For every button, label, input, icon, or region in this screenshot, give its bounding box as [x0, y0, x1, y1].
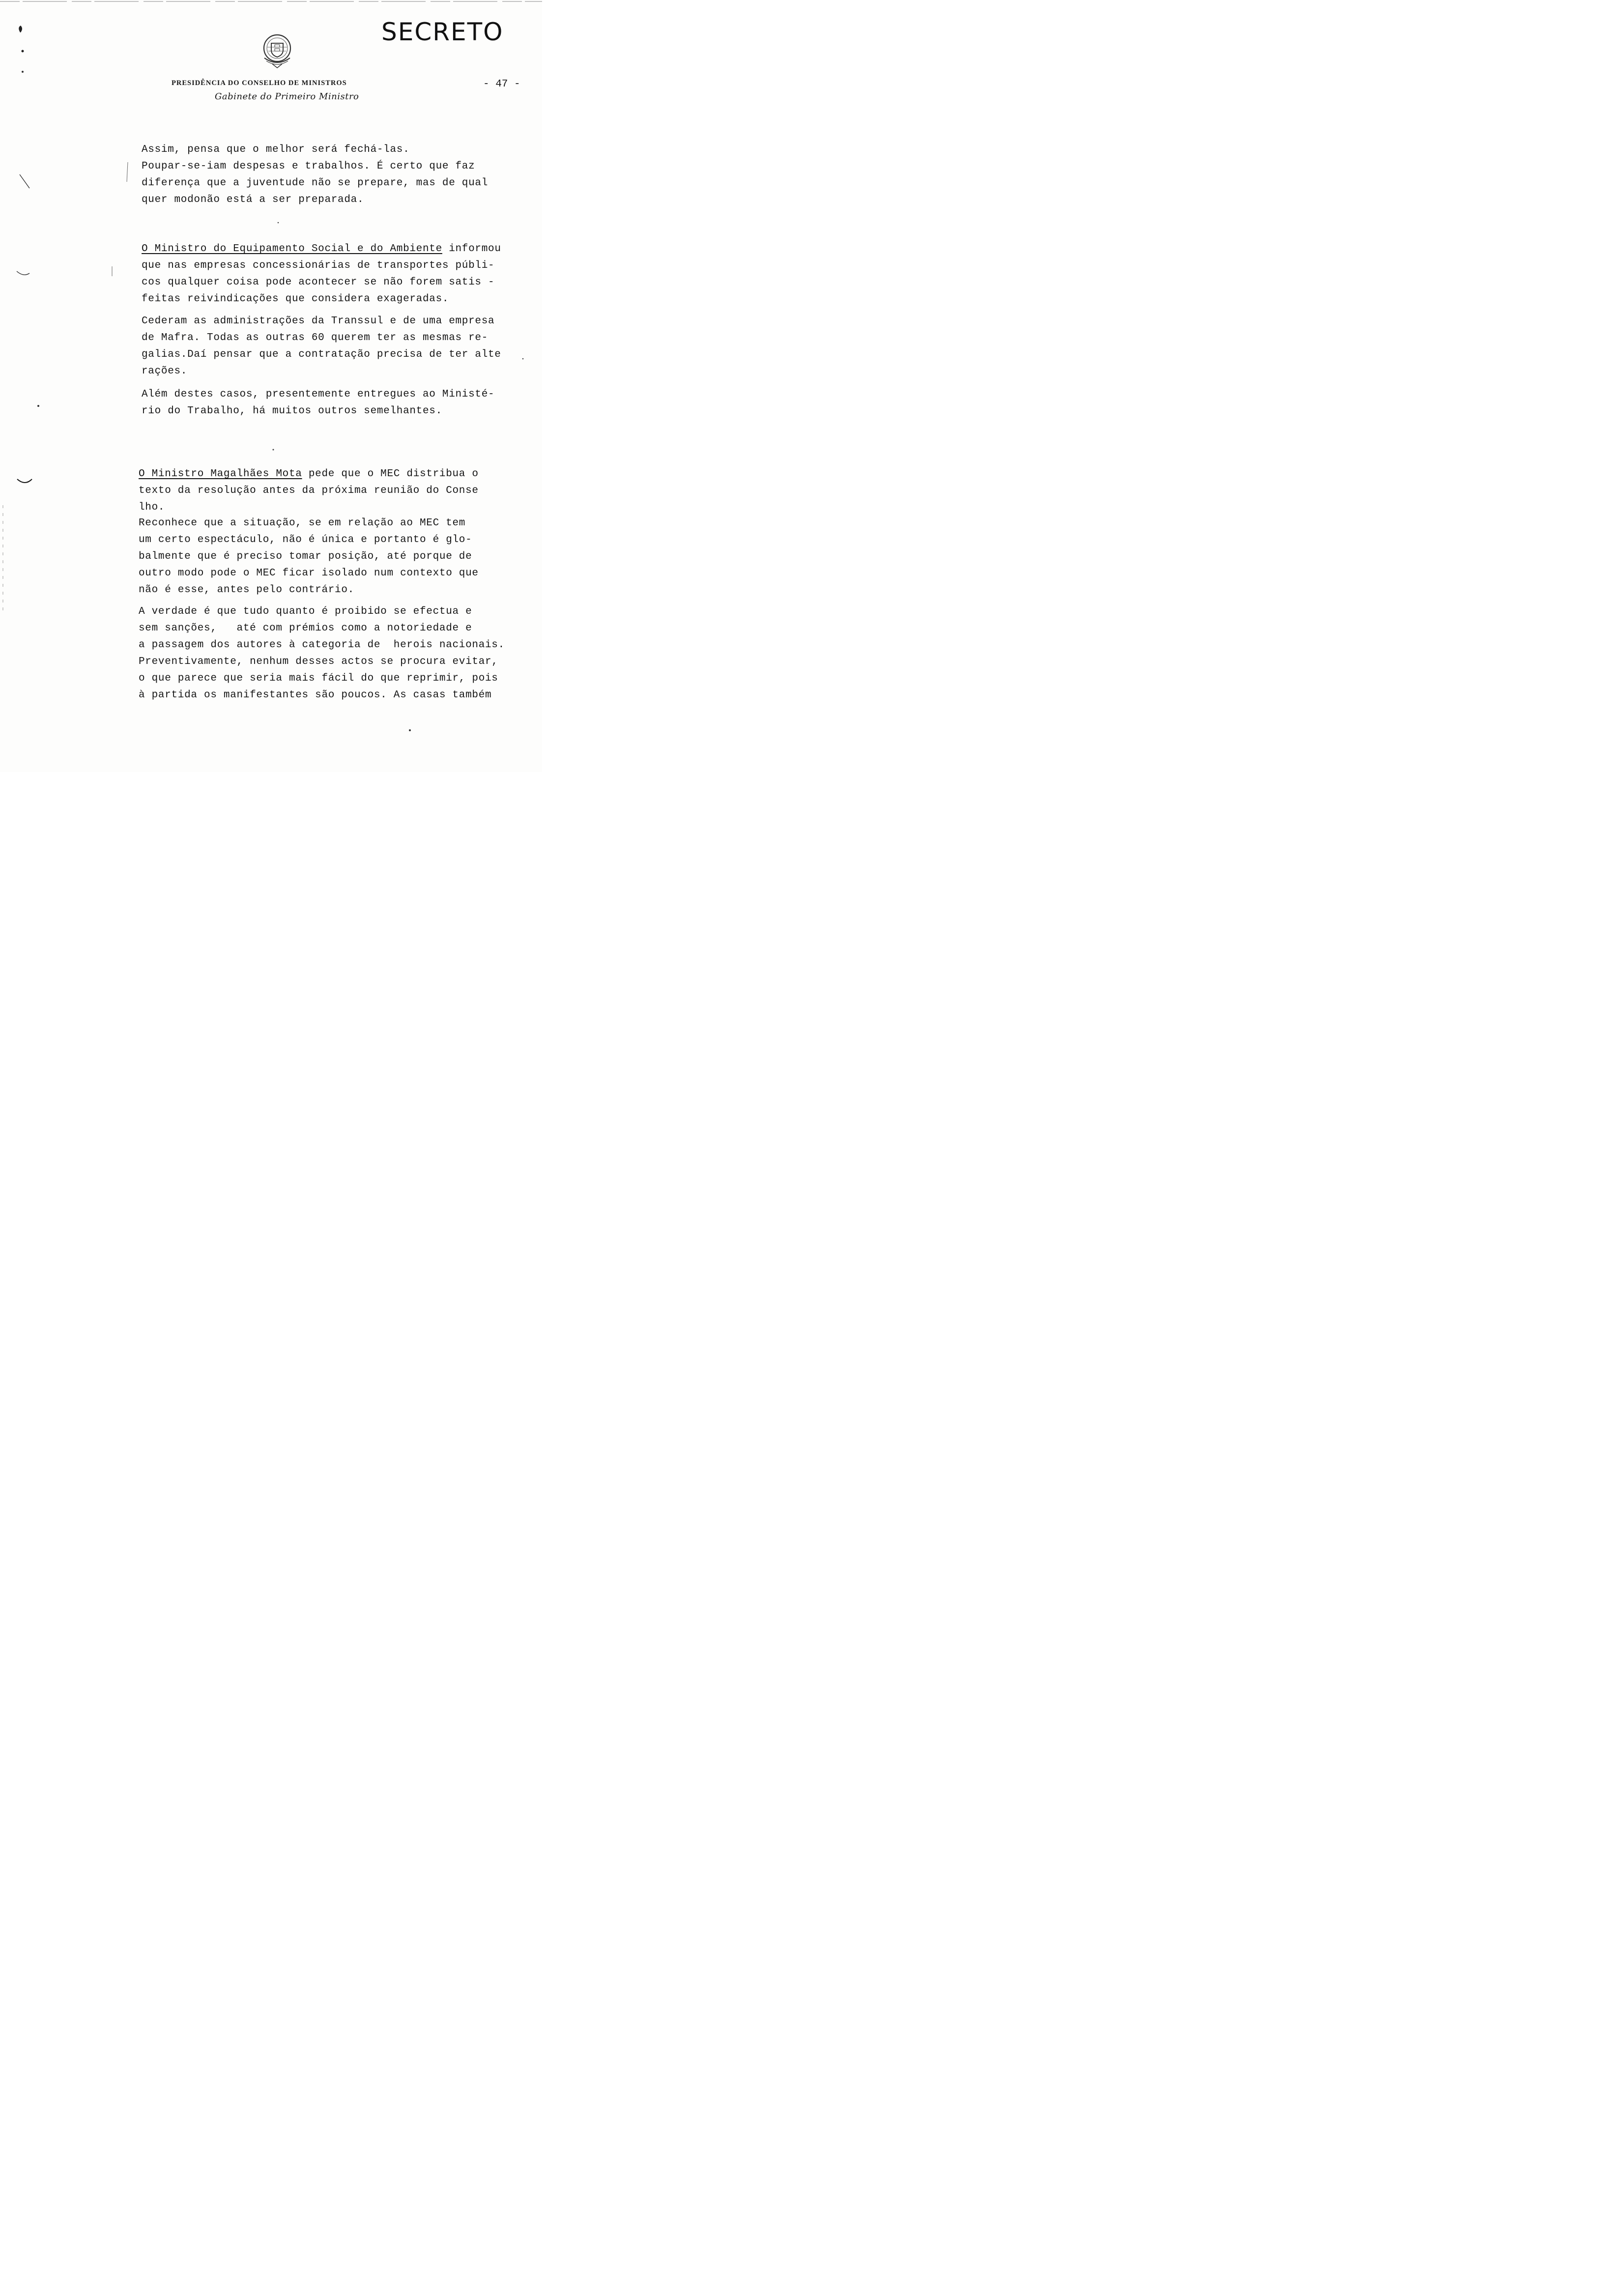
- text-line: Reconhece que a situação, se em relação ao MEC tem: [139, 517, 466, 529]
- paragraph-1: [142, 142, 488, 208]
- institution-name: PRESIDÊNCIA DO CONSELHO DE MINISTROS: [172, 79, 347, 87]
- text-line: Poupar-se-iam despesas e trabalhos. É certo que faz: [142, 161, 475, 172]
- text-line: à partida os manifestantes são poucos. As casas também: [139, 689, 492, 701]
- text-line: o que parece que seria mais fácil do que reprimir, pois: [139, 673, 498, 684]
- classification-stamp: SECRETO: [381, 18, 504, 46]
- document-page: [0, 0, 542, 772]
- text-line: Cederam as administrações da Transsul e de uma empresa: [142, 316, 495, 327]
- text-line: Preventivamente, nenhum desses actos se procura evitar,: [139, 656, 498, 667]
- text-line: quer modonão está a ser preparada.: [142, 194, 364, 205]
- speaker-name: O Ministro do Equipamento Social e do Ambiente: [142, 243, 442, 255]
- text-line: de Mafra. Todas as outras 60 querem ter as mesmas re-: [142, 332, 489, 344]
- text-line: rio do Trabalho, há muitos outros semelhantes.: [142, 405, 442, 417]
- text-line: lho.: [139, 502, 165, 513]
- paragraph-5: [139, 466, 479, 516]
- text-line: um certo espectáculo, não é única e portanto é glo-: [139, 534, 472, 545]
- text-line: outro modo pode o MEC ficar isolado num contexto que: [139, 568, 479, 579]
- text-line: a passagem dos autores à categoria de herois nacionais.: [139, 639, 505, 651]
- text-line: pede que o MEC distribua o: [302, 468, 479, 480]
- text-line: não é esse, antes pelo contrário.: [139, 584, 354, 596]
- speaker-name: O Ministro Magalhães Mota: [139, 468, 302, 480]
- text-line: balmente que é preciso tomar posição, até porque de: [139, 551, 472, 562]
- paragraph-7: [139, 603, 505, 704]
- text-line: cos qualquer coisa pode acontecer se não forem satis -: [142, 277, 495, 288]
- text-line: galias.Daí pensar que a contratação precisa de ter alte: [142, 349, 501, 360]
- page-number: - 47 -: [483, 79, 520, 90]
- text-line: texto da resolução antes da próxima reunião do Conse: [139, 485, 479, 496]
- paragraph-3: [142, 313, 501, 380]
- text-line: rações.: [142, 366, 188, 377]
- paragraph-4: [142, 386, 494, 420]
- text-line: que nas empresas concessionárias de transportes públi-: [142, 260, 495, 271]
- paragraph-6: [139, 515, 479, 599]
- text-line: informou: [442, 243, 501, 255]
- coat-of-arms-seal: [258, 32, 297, 72]
- paragraph-2: [142, 241, 501, 308]
- text-line: sem sanções, até com prémios como a notoriedade e: [139, 623, 472, 634]
- text-line: diferença que a juventude não se prepare, mas de qual: [142, 177, 489, 189]
- text-line: Assim, pensa que o melhor será fechá-las.: [142, 144, 410, 155]
- text-line: feitas reivindicações que considera exageradas.: [142, 293, 449, 305]
- office-name: Gabinete do Primeiro Ministro: [215, 91, 359, 102]
- text-line: Além destes casos, presentemente entregues ao Ministé-: [142, 389, 495, 400]
- text-line: A verdade é que tudo quanto é proibido se efectua e: [139, 606, 472, 617]
